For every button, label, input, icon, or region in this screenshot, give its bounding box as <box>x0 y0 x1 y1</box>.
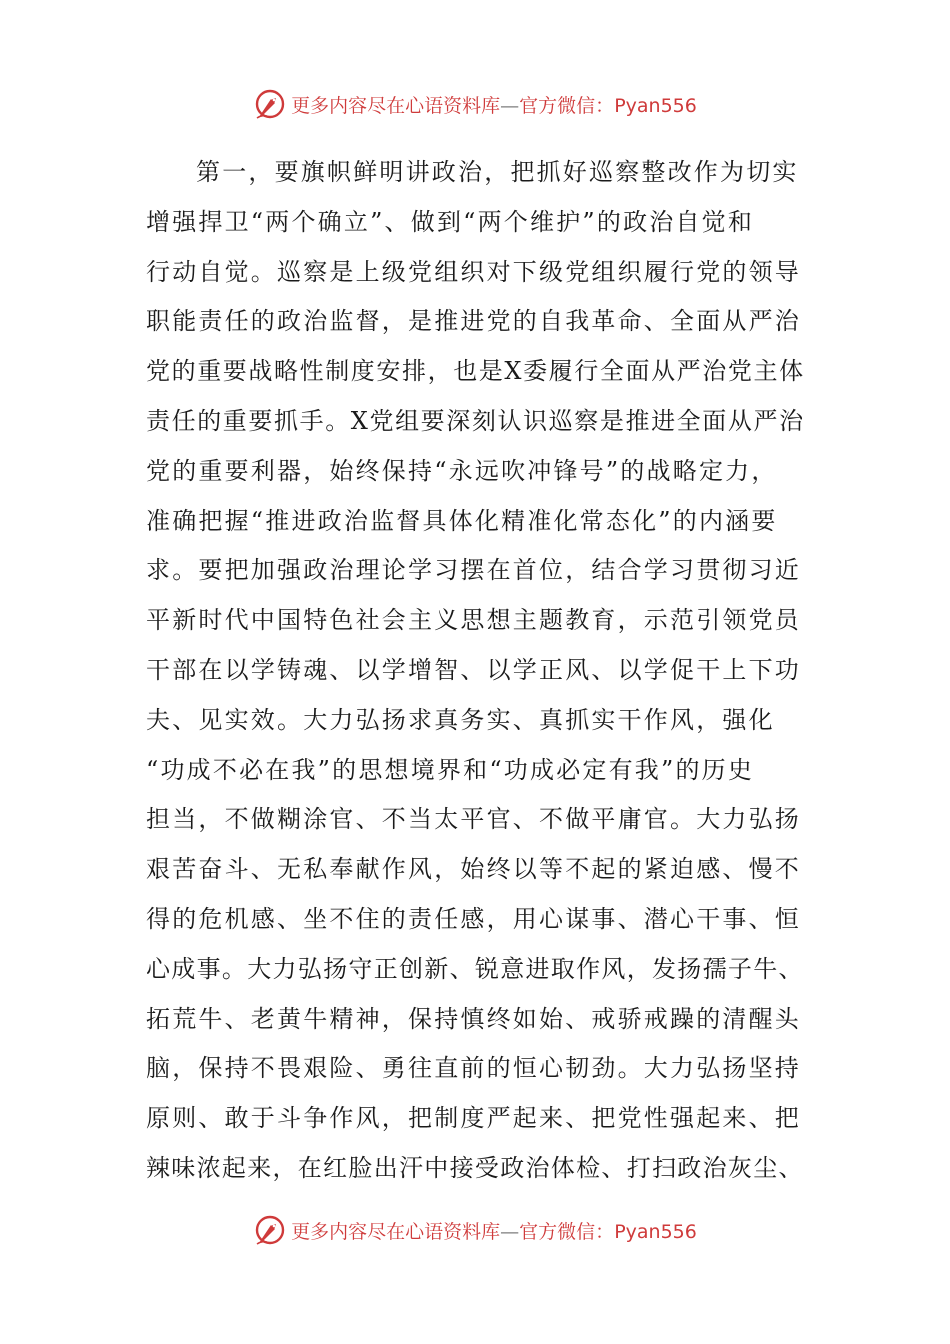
paragraph-line: 党的重要战略性制度安排，也是X委履行全面从严治党主体 <box>146 357 805 386</box>
paragraph-line: 担当，不做糊涂官、不当太平官、不做平庸官。大力弘扬 <box>146 805 801 834</box>
paragraph-line: 得的危机感、坐不住的责任感，用心谋事、潜心干事、恒 <box>146 904 801 933</box>
paragraph-line: 准确把握“推进政治监督具体化精准化常态化”的内涵要 <box>146 506 778 535</box>
pen-nib-logo-icon <box>253 87 287 121</box>
paragraph-line: 第一，要旗帜鲜明讲政治，把抓好巡察整改作为切实 <box>196 158 799 186</box>
paragraph-line: 夫、见实效。大力弘扬求真务实、真抓实干作风，强化 <box>146 705 775 734</box>
paragraph-line: 平新时代中国特色社会主义思想主题教育，示范引领党员 <box>146 606 801 635</box>
paragraph-line: 职能责任的政治监督，是推进党的自我革命、全面从严治 <box>146 307 801 336</box>
header-banner <box>0 84 950 124</box>
paragraph-line: 党的重要利器，始终保持“永远吹冲锋号”的战略定力， <box>146 456 778 485</box>
footer-banner <box>0 1210 950 1250</box>
banner-text: 更多内容尽在心语资料库—官方微信：Pyan556 <box>291 1220 697 1243</box>
paragraph-line: “功成不必在我”的思想境界和“功成必定有我”的历史 <box>146 755 755 784</box>
paragraph-line: 心成事。大力弘扬守正创新、锐意进取作风，发扬孺子牛、 <box>146 954 804 983</box>
document-body <box>146 148 806 1194</box>
paragraph-line: 脑，保持不畏艰险、勇往直前的恒心韧劲。大力弘扬坚持 <box>146 1054 801 1083</box>
paragraph-line: 责任的重要抓手。X党组要深刻认识巡察是推进全面从严治 <box>146 406 805 435</box>
paragraph-line: 干部在以学铸魂、以学增智、以学正风、以学促干上下功 <box>146 655 801 684</box>
paragraph-line: 艰苦奋斗、无私奉献作风，始终以等不起的紧迫感、慢不 <box>146 855 801 884</box>
paragraph-line: 辣味浓起来，在红脸出汗中接受政治体检、打扫政治灰尘、 <box>146 1153 804 1182</box>
paragraph-line: 原则、敢于斗争作风，把制度严起来、把党性强起来、把 <box>146 1104 801 1133</box>
pen-nib-logo-icon <box>253 1213 287 1247</box>
banner-text: 更多内容尽在心语资料库—官方微信：Pyan556 <box>291 94 697 117</box>
paragraph-line: 增强捍卫“两个确立”、做到“两个维护”的政治自觉和 <box>146 207 755 236</box>
paragraph-line: 行动自觉。巡察是上级党组织对下级党组织履行党的领导 <box>146 257 801 286</box>
paragraph-line: 求。要把加强政治理论学习摆在首位，结合学习贯彻习近 <box>146 556 801 585</box>
paragraph-line: 拓荒牛、老黄牛精神，保持慎终如始、戒骄戒躁的清醒头 <box>146 1004 801 1033</box>
